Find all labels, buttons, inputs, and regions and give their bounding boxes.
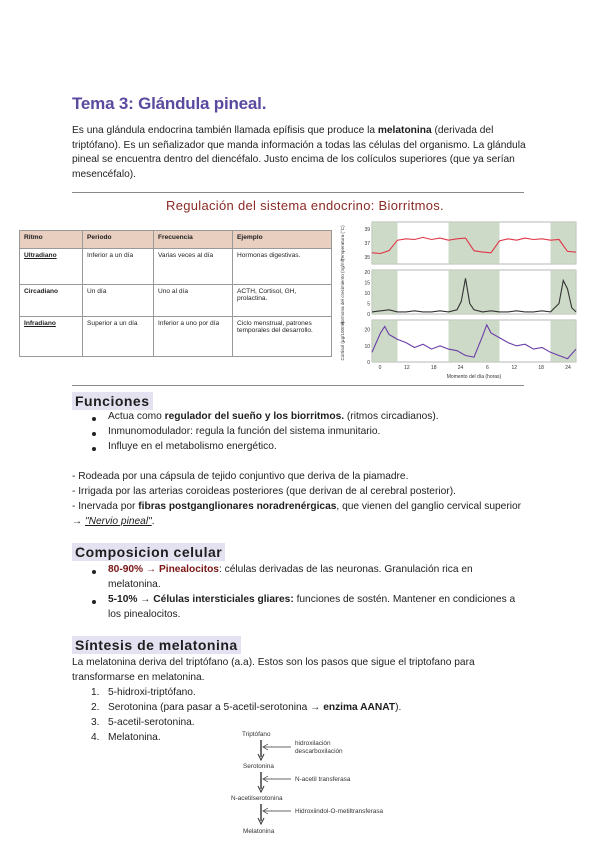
section-heading-funciones: Funciones	[72, 392, 153, 410]
note-line: - Irrigada por las arterias coroideas posteriores (que derivan de al cerebral posterior).	[72, 486, 456, 497]
th-frecuencia: Frecuencia	[154, 231, 233, 249]
y-tick-label: 0	[367, 312, 370, 318]
item-text: Actua como	[108, 411, 165, 422]
y-tick-label: 20	[364, 327, 370, 334]
x-tick-label: 6	[486, 365, 489, 371]
cell: Ciclo menstrual, patrones temporales del desarrollo.	[233, 317, 332, 357]
note-text-end: .	[151, 515, 155, 527]
x-tick-label: 0	[378, 365, 382, 371]
step-number: 1.	[91, 687, 100, 698]
y-tick-label: 35	[364, 255, 370, 261]
item-text: funciones de sostén. Mantener en condiciones a los pinealocitos.	[108, 594, 516, 620]
node-n-acetilserotonina: N-acetilserotonina	[231, 795, 283, 802]
cell: Infradiano	[20, 317, 83, 357]
enzyme-bold: enzima AANAT	[323, 702, 396, 713]
bullet-icon	[92, 432, 96, 436]
night-band	[551, 320, 577, 362]
series-label: Temperatura (°C)	[340, 225, 345, 261]
intro-paragraph	[72, 124, 528, 182]
cell: ACTH, Cortisol, GH, prolactina.	[233, 285, 332, 317]
x-tick-label: 24	[565, 365, 571, 371]
cell: Superior a un día	[83, 317, 154, 357]
step-text	[108, 701, 528, 716]
table-row	[20, 317, 332, 357]
note-line	[72, 500, 528, 529]
list-item	[108, 593, 523, 622]
gliares-label: 5-10% → Células intersticiales gliares:	[108, 594, 294, 605]
x-tick-label: 12	[404, 365, 410, 371]
step-text: 5-acetil-serotonina.	[108, 717, 195, 728]
y-tick-label: 20	[364, 270, 370, 277]
step-text-end: ).	[395, 702, 402, 713]
nervio-pineal-link[interactable]: "Nervio pineal"	[85, 515, 152, 527]
list-item: Influye en el metabolismo energético.	[108, 441, 277, 452]
cell: Inferior a un día	[83, 249, 154, 285]
bullet-icon	[92, 417, 96, 421]
y-tick-label: 39	[364, 227, 370, 233]
step-text: Melatonina.	[108, 732, 161, 743]
y-tick-label: 15	[364, 280, 370, 287]
cell: Un día	[83, 285, 154, 317]
pinealocitos-label: 80-90% → Pinealocitos	[108, 564, 219, 575]
y-tick-label: 10	[364, 343, 370, 350]
biorhythm-chart	[336, 218, 580, 382]
rhythm-table	[19, 230, 332, 357]
cell: Varias veces al día	[154, 249, 233, 285]
step-number: 4.	[91, 732, 100, 743]
th-periodo: Periodo	[83, 231, 154, 249]
x-tick-label: 12	[511, 365, 518, 371]
figure-title: Regulación del sistema endocrino: Biorritmos.	[166, 198, 444, 213]
night-band	[372, 222, 398, 264]
bullet-icon	[92, 447, 96, 451]
section-heading-composicion: Composicion celular	[72, 543, 225, 561]
note-bold: fibras postganglionares noradrenérgicas	[138, 501, 337, 512]
list-item	[108, 410, 528, 425]
enzyme-label-line: descarboxilación	[295, 748, 343, 755]
x-tick-label: 24	[457, 365, 464, 371]
enzyme-label	[295, 740, 343, 755]
y-tick-label: 5	[367, 301, 370, 308]
note-line: - Rodeada por una cápsula de tejido conjuntivo que deriva de la piamadre.	[72, 471, 409, 482]
table-row	[20, 249, 332, 285]
night-band	[551, 222, 577, 264]
step-text: 5-hidroxi-triptófano.	[108, 687, 196, 698]
y-tick-label: 10	[364, 291, 370, 298]
item-bold: regulador del sueño y los biorritmos.	[164, 411, 345, 422]
intro-text: Es una glándula endocrina también llamada epífisis que produce la	[72, 125, 378, 136]
y-tick-label: 0	[367, 360, 370, 366]
enzyme-label: N-acetil transferasa	[295, 776, 351, 783]
list-item	[108, 563, 523, 592]
item-text-end: (ritmos circadianos).	[344, 411, 439, 422]
night-band	[449, 270, 500, 314]
night-band	[449, 222, 500, 264]
th-ritmo: Ritmo	[20, 231, 83, 249]
item-text: : células derivadas de las neuronas. Granulación rica en melatonina.	[108, 564, 473, 590]
intro-bold: melatonina	[377, 125, 432, 136]
cell: Hormonas digestivas.	[233, 249, 332, 285]
bullet-icon	[92, 600, 96, 604]
node-triptofano: Triptófano	[242, 731, 271, 738]
note-text: , que vienen del ganglio cervical superior →	[72, 501, 522, 527]
cell: Uno al día	[154, 285, 233, 317]
melatonin-pathway-diagram	[225, 727, 405, 839]
series-label: Cortisol (µg/100ml)	[340, 321, 345, 361]
th-ejemplo: Ejemplo	[233, 231, 332, 249]
note-text: - Inervada por	[72, 501, 139, 512]
enzyme-label: Hidroxiindol-O-metiltransferasa	[295, 808, 384, 815]
cell: Ultradiano	[20, 249, 83, 285]
step-number: 3.	[91, 717, 100, 728]
bullet-icon	[92, 570, 96, 574]
table-row	[20, 285, 332, 317]
sintesis-intro: La melatonina deriva del triptófano (a.a). Estos son los pasos que sigue el triptofano para transformarse en melatonina.	[72, 657, 475, 683]
series-label: Hormona del crecimiento (ng/ml)	[340, 258, 345, 326]
list-item: Inmunomodulador: regula la función del sistema inmunitario.	[108, 426, 381, 437]
x-tick-label: 18	[538, 365, 544, 371]
page-title: Tema 3: Glándula pineal.	[72, 94, 267, 113]
cell: Inferior a uno por día	[154, 317, 233, 357]
x-tick-label: 18	[430, 365, 437, 371]
step-number: 2.	[91, 702, 100, 713]
divider	[72, 385, 524, 386]
night-band	[372, 270, 398, 314]
cell: Circadiano	[20, 285, 83, 317]
table-header-row	[20, 231, 332, 249]
step-text-part: Serotonina (para pasar a 5-acetil-serotonina →	[108, 702, 324, 713]
section-heading-sintesis: Síntesis de melatonina	[72, 636, 241, 654]
node-melatonina: Melatonina	[243, 828, 275, 835]
divider	[72, 192, 524, 193]
intro-text-end: (derivada del triptófano). Es un señalizador que manda información a todas las células del organismo. La glándula pineal se encuentra dentro del diencéfalo. Justo encima de los colículos superiores (que ya serían mesencéfalo).	[72, 125, 526, 180]
y-tick-label: 37	[364, 241, 370, 247]
node-serotonina: Serotonina	[243, 763, 274, 770]
x-axis-label: Momento del día (horas)	[446, 374, 502, 380]
enzyme-label-line: hidroxilación	[295, 740, 331, 747]
